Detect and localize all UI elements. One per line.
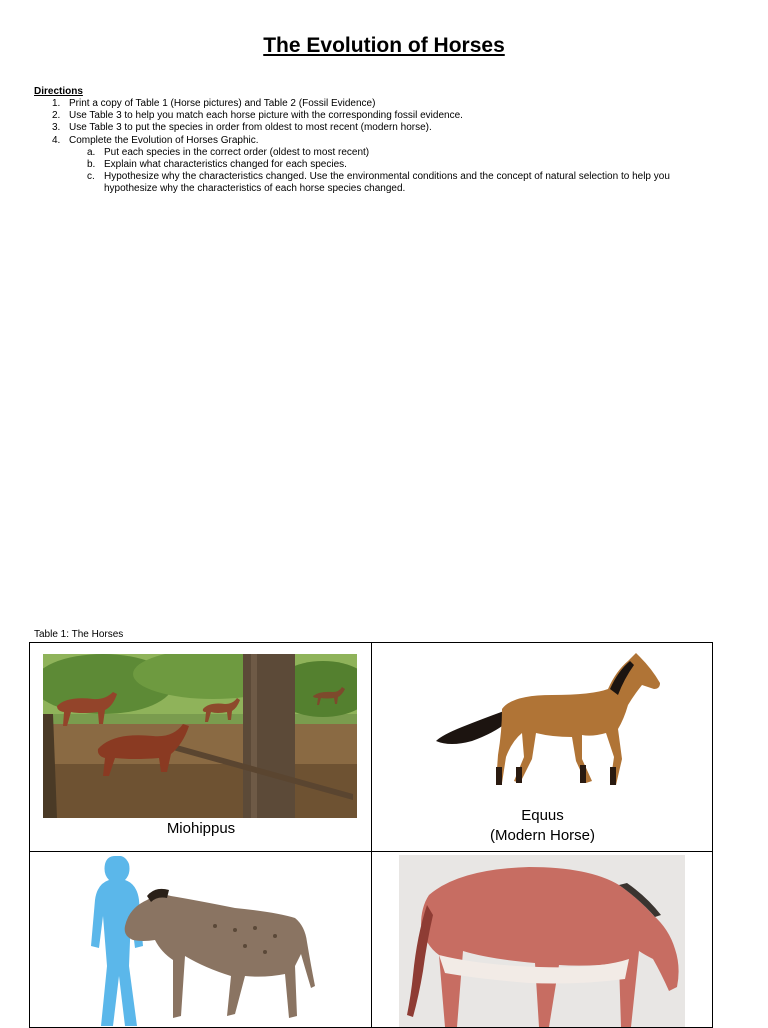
step-text: Complete the Evolution of Horses Graphic. bbox=[69, 134, 259, 146]
substep-text: Hypothesize why the characteristics changed. Use the environmental conditions and the concept of natural selection to help you hypothesize why the characteristics of each horse species changed. bbox=[104, 171, 670, 195]
scale-silhouette-horse-image bbox=[85, 856, 325, 1026]
step-number: 2. bbox=[52, 110, 61, 122]
horses-table bbox=[29, 642, 713, 1028]
label-miohippus: Miohippus bbox=[166, 820, 236, 837]
step-number: 3. bbox=[52, 122, 61, 134]
step-text: Print a copy of Table 1 (Horse pictures) and Table 2 (Fossil Evidence) bbox=[69, 98, 376, 109]
substep-letter: a. bbox=[87, 146, 96, 158]
table-caption: Table 1: The Horses bbox=[34, 629, 124, 640]
step-number: 1. bbox=[52, 98, 61, 109]
substep-text: Explain what characteristics changed for each species. bbox=[104, 158, 347, 170]
label-equus: Equus bbox=[521, 807, 564, 824]
miohippus-image bbox=[43, 654, 357, 818]
table-cell-lower-left bbox=[30, 852, 372, 1028]
step-text: Use Table 3 to put the species in order from oldest to most recent (modern horse). bbox=[69, 122, 432, 134]
equus-image bbox=[432, 649, 662, 799]
directions-list bbox=[34, 98, 724, 196]
pink-horse-image bbox=[399, 855, 685, 1027]
list-item bbox=[34, 110, 724, 122]
step-number: 4. bbox=[52, 134, 61, 146]
list-item bbox=[34, 135, 724, 147]
substep-letter: c. bbox=[87, 171, 95, 183]
directions-heading: Directions bbox=[34, 86, 83, 97]
list-item bbox=[34, 171, 724, 195]
table-cell-miohippus bbox=[30, 643, 372, 852]
list-item bbox=[34, 98, 724, 110]
table-cell-equus bbox=[371, 643, 713, 852]
label-equus-subtitle: (Modern Horse) bbox=[489, 827, 596, 844]
substep-letter: b. bbox=[87, 158, 96, 170]
list-item bbox=[34, 122, 724, 134]
page-title: The Evolution of Horses bbox=[263, 34, 505, 57]
table-cell-lower-right bbox=[371, 852, 713, 1028]
list-item bbox=[34, 159, 724, 171]
substep-text: Put each species in the correct order (oldest to most recent) bbox=[104, 146, 370, 158]
list-item bbox=[34, 147, 724, 159]
step-text: Use Table 3 to help you match each horse picture with the corresponding fossil evidence. bbox=[69, 110, 463, 122]
